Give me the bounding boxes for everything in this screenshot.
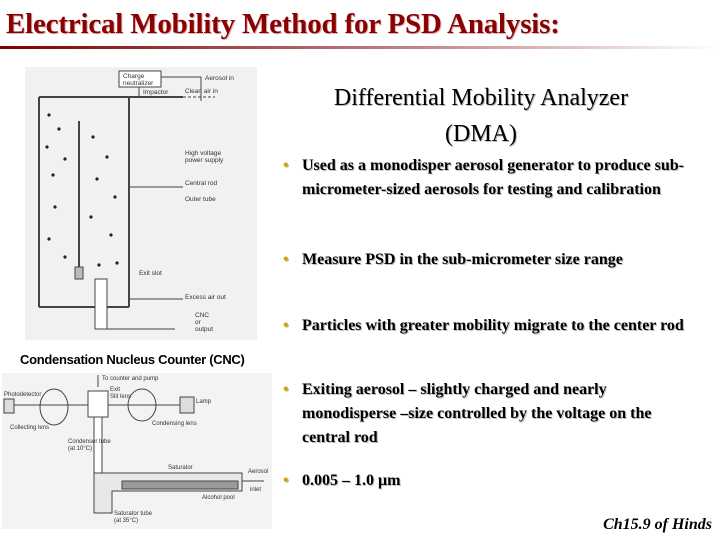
cnc-label-condenser-tube: Condenser tube <box>68 439 111 445</box>
bullet-item <box>283 314 703 338</box>
bullet-text: 0.005 – 1.0 μm <box>302 472 401 489</box>
subtitle-line-2: (DMA) <box>445 121 517 147</box>
dma-label-clean-air-in: Clean air in <box>185 88 218 95</box>
bullet-item <box>283 154 703 202</box>
collecting-lens-shape <box>40 389 68 425</box>
slide-title: Electrical Mobility Method for PSD Analysis: <box>6 8 560 40</box>
dma-label-impactor: Impactor <box>143 89 169 96</box>
cnc-label-saturator-tube: Saturator tube <box>114 511 153 517</box>
dma-label-outer-tube: Outer tube <box>185 196 216 203</box>
dma-label-charge-neutralizer: neutralizer <box>123 80 154 87</box>
cnc-label-condenser-tube: (at 10°C) <box>68 446 93 452</box>
bullet-item <box>283 378 703 450</box>
title-underline <box>0 46 720 49</box>
aerosol-particles <box>45 113 118 266</box>
particle-dot <box>97 263 100 266</box>
cnc-caption: Condensation Nucleus Counter (CNC) <box>20 352 245 367</box>
cnc-label-aerosol-inlet: Aerosol <box>248 469 269 475</box>
bullet-text: Used as a monodisper aerosol generator to produce sub-micrometer-sized aerosols for testing and calibration <box>302 157 684 198</box>
cnc-diagram <box>2 373 272 529</box>
citation: Ch15.9 of Hinds <box>603 516 712 533</box>
dma-label-cnc-output: or <box>195 319 201 326</box>
particle-dot <box>63 255 66 258</box>
dma-label-charge-neutralizer: Charge <box>123 73 145 80</box>
particle-dot <box>47 237 50 240</box>
cnc-label-condensing-lens: Condensing lens <box>152 421 197 427</box>
bullet-item <box>283 469 703 493</box>
particle-dot <box>115 261 118 264</box>
particle-dot <box>63 157 66 160</box>
particle-dot <box>45 145 48 148</box>
dma-schematic-svg <box>25 67 257 340</box>
bullet-marker: • <box>283 381 289 398</box>
slide-subtitle <box>286 80 676 152</box>
cnc-label-to-counter: To counter and pump <box>102 376 159 382</box>
bullet-marker: • <box>283 157 289 174</box>
particle-dot <box>105 155 108 158</box>
cnc-label-aerosol-inlet: inlet <box>250 487 262 493</box>
dma-label-hv-supply: power supply <box>185 157 224 164</box>
bullet-marker: • <box>283 472 289 489</box>
bullet-marker: • <box>283 251 289 268</box>
cnc-label-saturator-tube: (at 35°C) <box>114 518 139 524</box>
particle-dot <box>113 195 116 198</box>
bullet-text: Exiting aerosol – slightly charged and nearly monodisperse –size controlled by the voltage on the central rod <box>302 381 652 446</box>
particle-dot <box>109 233 112 236</box>
cnc-label-lamp: Lamp <box>196 399 212 405</box>
dma-label-exit-slot: Exit slot <box>139 270 162 277</box>
particle-dot <box>89 215 92 218</box>
bullet-item <box>283 248 703 272</box>
dma-label-aerosol-in: Aerosol in <box>205 75 234 82</box>
bullet-text: Measure PSD in the sub-micrometer size range <box>302 251 623 268</box>
bullet-text: Particles with greater mobility migrate to the center rod <box>302 317 684 334</box>
alcohol-pool-shape <box>122 481 238 489</box>
cnc-label-saturator: Saturator <box>168 465 193 471</box>
particle-dot <box>51 173 54 176</box>
cnc-label-photodetector: Photodetector <box>4 392 42 398</box>
dma-label-hv-supply: High voltage <box>185 150 222 157</box>
cnc-label-collecting-lens: Collecting lens <box>10 425 50 431</box>
particle-dot <box>95 177 98 180</box>
dma-label-cnc-output: output <box>195 326 214 333</box>
cnc-label-exit: Exit <box>110 387 121 393</box>
exit-slot-tube <box>95 279 107 329</box>
particle-dot <box>47 113 50 116</box>
cnc-label-alcohol-pool: Alcohol pool <box>202 495 235 501</box>
dma-label-central-rod: Central rod <box>185 180 218 187</box>
bullet-marker: • <box>283 317 289 334</box>
particle-dot <box>91 135 94 138</box>
particle-dot <box>53 205 56 208</box>
cnc-schematic-svg <box>2 373 272 529</box>
dma-label-excess-air-out: Excess air out <box>185 294 226 301</box>
saturator-body <box>94 473 242 513</box>
cnc-label-slit-lens: Slit lens <box>110 394 132 400</box>
dma-diagram <box>25 67 257 340</box>
lamp-box <box>180 397 194 413</box>
photodetector-box <box>4 399 14 413</box>
subtitle-line-1: Differential Mobility Analyzer <box>333 85 629 111</box>
dma-label-cnc-output: CNC <box>195 312 210 319</box>
exit-slot-block <box>75 267 83 279</box>
particle-dot <box>57 127 60 130</box>
view-volume <box>88 391 108 417</box>
